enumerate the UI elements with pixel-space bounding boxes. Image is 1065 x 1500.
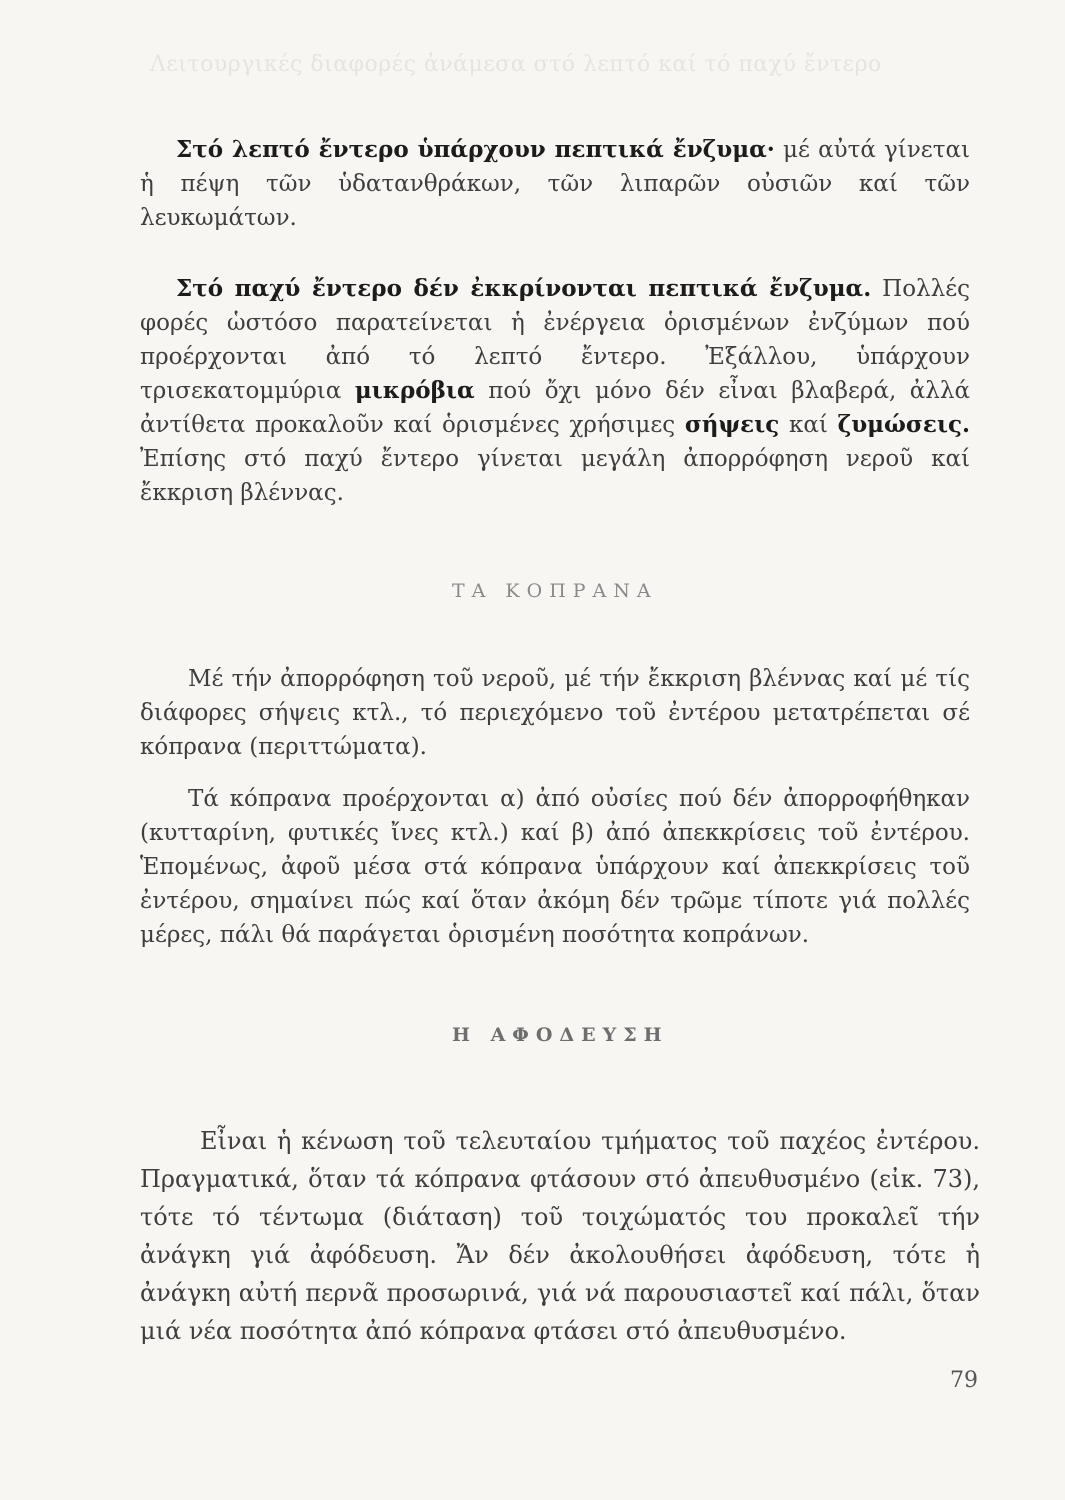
paragraph-text: μέ αὐτά γίνεται ἡ πέψη τῶν ὑδατανθράκων, τῶν λιπαρῶν οὐσιῶν καί τῶν λευκωμάτων. (140, 137, 970, 231)
page-number: 79 (950, 1368, 978, 1393)
paragraph-small-intestine (140, 133, 970, 235)
paragraph-text: πού ὄχι μόνο δέν εἶναι βλαβερά, ἀλλά ἀντίθετα προκαλοῦν καί ὁρισμένες χρήσιμες (140, 378, 970, 438)
paragraph-large-intestine (140, 272, 970, 510)
emphasis-microbes: μικρόβια (354, 377, 475, 404)
emphasis-fermentation: ζυμώσεις. (837, 411, 970, 438)
section-heading-feces: ΤΑ ΚΟΠΡΑΝΑ (452, 580, 658, 602)
emphasis-putrefaction: σήψεις (684, 411, 780, 438)
paragraph-defecation: Εἶναι ἡ κένωση τοῦ τελευταίου τμήματος τοῦ παχέος ἐντέρου. Πραγματικά, ὅταν τά κόπρανα φτάσουν στό ἀπευθυσμένο (εἰκ. 73), τότε τό τέντωμα (διάταση) τοῦ τοιχώματός του προκαλεῖ τήν ἀνάγκη γιά ἀφόδευση. Ἄν δέν ἀκολουθήσει ἀφόδευση, τότε ἡ ἀνάγκη αὐτή περνᾶ προσωρινά, γιά νά παρουσιαστεῖ καί πάλι, ὅταν μιά νέα ποσότητα ἀπό κόπρανα φτάσει στό ἀπευθυσμένο. (140, 1127, 980, 1345)
emphasis-large-intestine-no-enzymes: Στό παχύ ἔντερο δέν ἐκκρίνονται πεπτικά ἔνζυμα. (176, 275, 872, 302)
running-header: Λειτουργικές διαφορές ἀνάμεσα στό λεπτό καί τό παχύ ἔντερο (150, 52, 882, 77)
paragraph-text: Πολλές φορές ὡστόσο παρατείνεται ἡ ἐνέργεια ὁρισμένων ἐνζύμων πού προέρχονται ἀπό τό λεπτό ἔντερο. Ἐξάλλου, ὑπάρχουν τρισεκατομμύρια (140, 276, 970, 404)
paragraph-text: Ἐπίσης στό παχύ ἔντερο γίνεται μεγάλη ἀπορρόφηση νεροῦ καί ἔκκριση βλέννας. (140, 446, 970, 506)
paragraph-feces-formation: Μέ τήν ἀπορρόφηση τοῦ νεροῦ, μέ τήν ἔκκριση βλέννας καί μέ τίς διάφορες σήψεις κτλ., τό περιεχόμενο τοῦ ἐντέρου μετατρέπεται σέ κόπρανα (περιττώματα). (140, 666, 970, 760)
emphasis-small-intestine-enzymes: Στό λεπτό ἔντερο ὑπάρχουν πεπτικά ἔνζυμα· (176, 136, 775, 163)
paragraph-feces-origin: Τά κόπρανα προέρχονται α) ἀπό οὐσίες πού δέν ἀπορροφήθηκαν (κυτταρίνη, φυτικές ἴνες κτλ.) καί β) ἀπό ἀπεκκρίσεις τοῦ ἐντέρου. Ἑπομένως, ἀφοῦ μέσα στά κόπρανα ὑπάρχουν καί ἀπεκκρίσεις τοῦ ἐντέρου, σημαίνει πώς καί ὅταν ἀκόμη δέν τρῶμε τίποτε γιά πολλές μέρες, πάλι θά παράγεται ὁρισμένη ποσότητα κοπράνων. (140, 786, 970, 948)
paragraph-text: καί (779, 412, 838, 438)
section-heading-defecation: Η ΑΦΟΔΕΥΣΗ (452, 1024, 669, 1046)
